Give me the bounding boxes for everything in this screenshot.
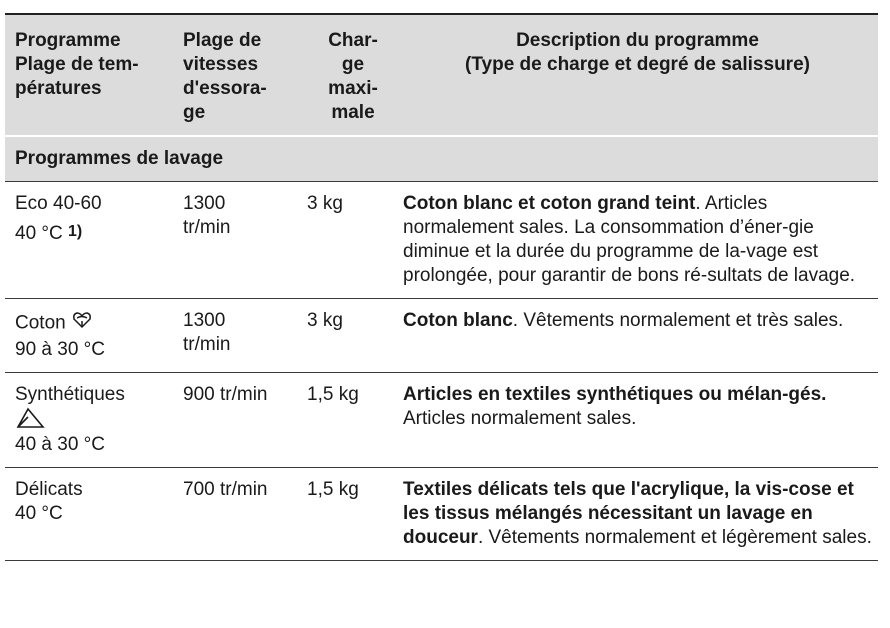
programme-temp: 90 à 30 °C — [15, 339, 105, 360]
programme-cell — [5, 468, 179, 561]
section-row — [5, 136, 878, 182]
table-row — [5, 299, 878, 373]
table-row — [5, 182, 878, 299]
header-description: Description du programme (Type de charge et degré de salissure) — [399, 14, 878, 136]
table-header-row — [5, 14, 878, 136]
cotton-flower-icon — [71, 309, 93, 338]
table-row — [5, 373, 878, 468]
programme-cell — [5, 299, 179, 373]
speed-cell: 900 tr/min — [179, 373, 307, 468]
programme-temp: 40 °C — [15, 503, 63, 524]
description-cell: Articles en textiles synthétiques ou mélan-gés. Articles normalement sales. — [399, 373, 878, 468]
speed-cell: 700 tr/min — [179, 468, 307, 561]
footnote-ref: 1) — [68, 223, 83, 240]
programme-temp: 40 °C — [15, 223, 63, 244]
load-cell: 1,5 kg — [307, 373, 399, 468]
table-row — [5, 468, 878, 561]
speed-cell: 1300 tr/min — [179, 182, 307, 299]
programme-name: Coton — [15, 312, 66, 334]
synthetic-triangle-icon — [15, 407, 179, 433]
programme-cell — [5, 182, 179, 299]
programme-name: Délicats — [15, 479, 83, 500]
description-cell: Coton blanc. Vêtements normalement et très sales. — [399, 299, 878, 373]
load-cell: 3 kg — [307, 299, 399, 373]
section-title: Programmes de lavage — [5, 136, 878, 182]
load-cell: 3 kg — [307, 182, 399, 299]
programme-cell — [5, 373, 179, 468]
programme-name: Eco 40-60 — [15, 193, 102, 214]
speed-cell: 1300 tr/min — [179, 299, 307, 373]
header-max-load: Char- ge maxi- male — [307, 14, 399, 136]
load-cell: 1,5 kg — [307, 468, 399, 561]
description-cell: Coton blanc et coton grand teint. Articles normalement sales. La consommation d’éner-gie diminue et la durée du programme de la-vage est prolongée, pour garantir de bons ré-sultats de lavage. — [399, 182, 878, 299]
header-programme: Programme Plage de tem- pératures — [5, 14, 179, 136]
programme-temp: 40 à 30 °C — [15, 434, 105, 455]
programme-name: Synthétiques — [15, 384, 125, 405]
programme-table — [5, 13, 878, 561]
header-spin-speed: Plage de vitesses d'essora- ge — [179, 14, 307, 136]
description-cell: Textiles délicats tels que l'acrylique, la vis-cose et les tissus mélangés nécessitant un lavage en douceur. Vêtements normalement et légèrement sales. — [399, 468, 878, 561]
